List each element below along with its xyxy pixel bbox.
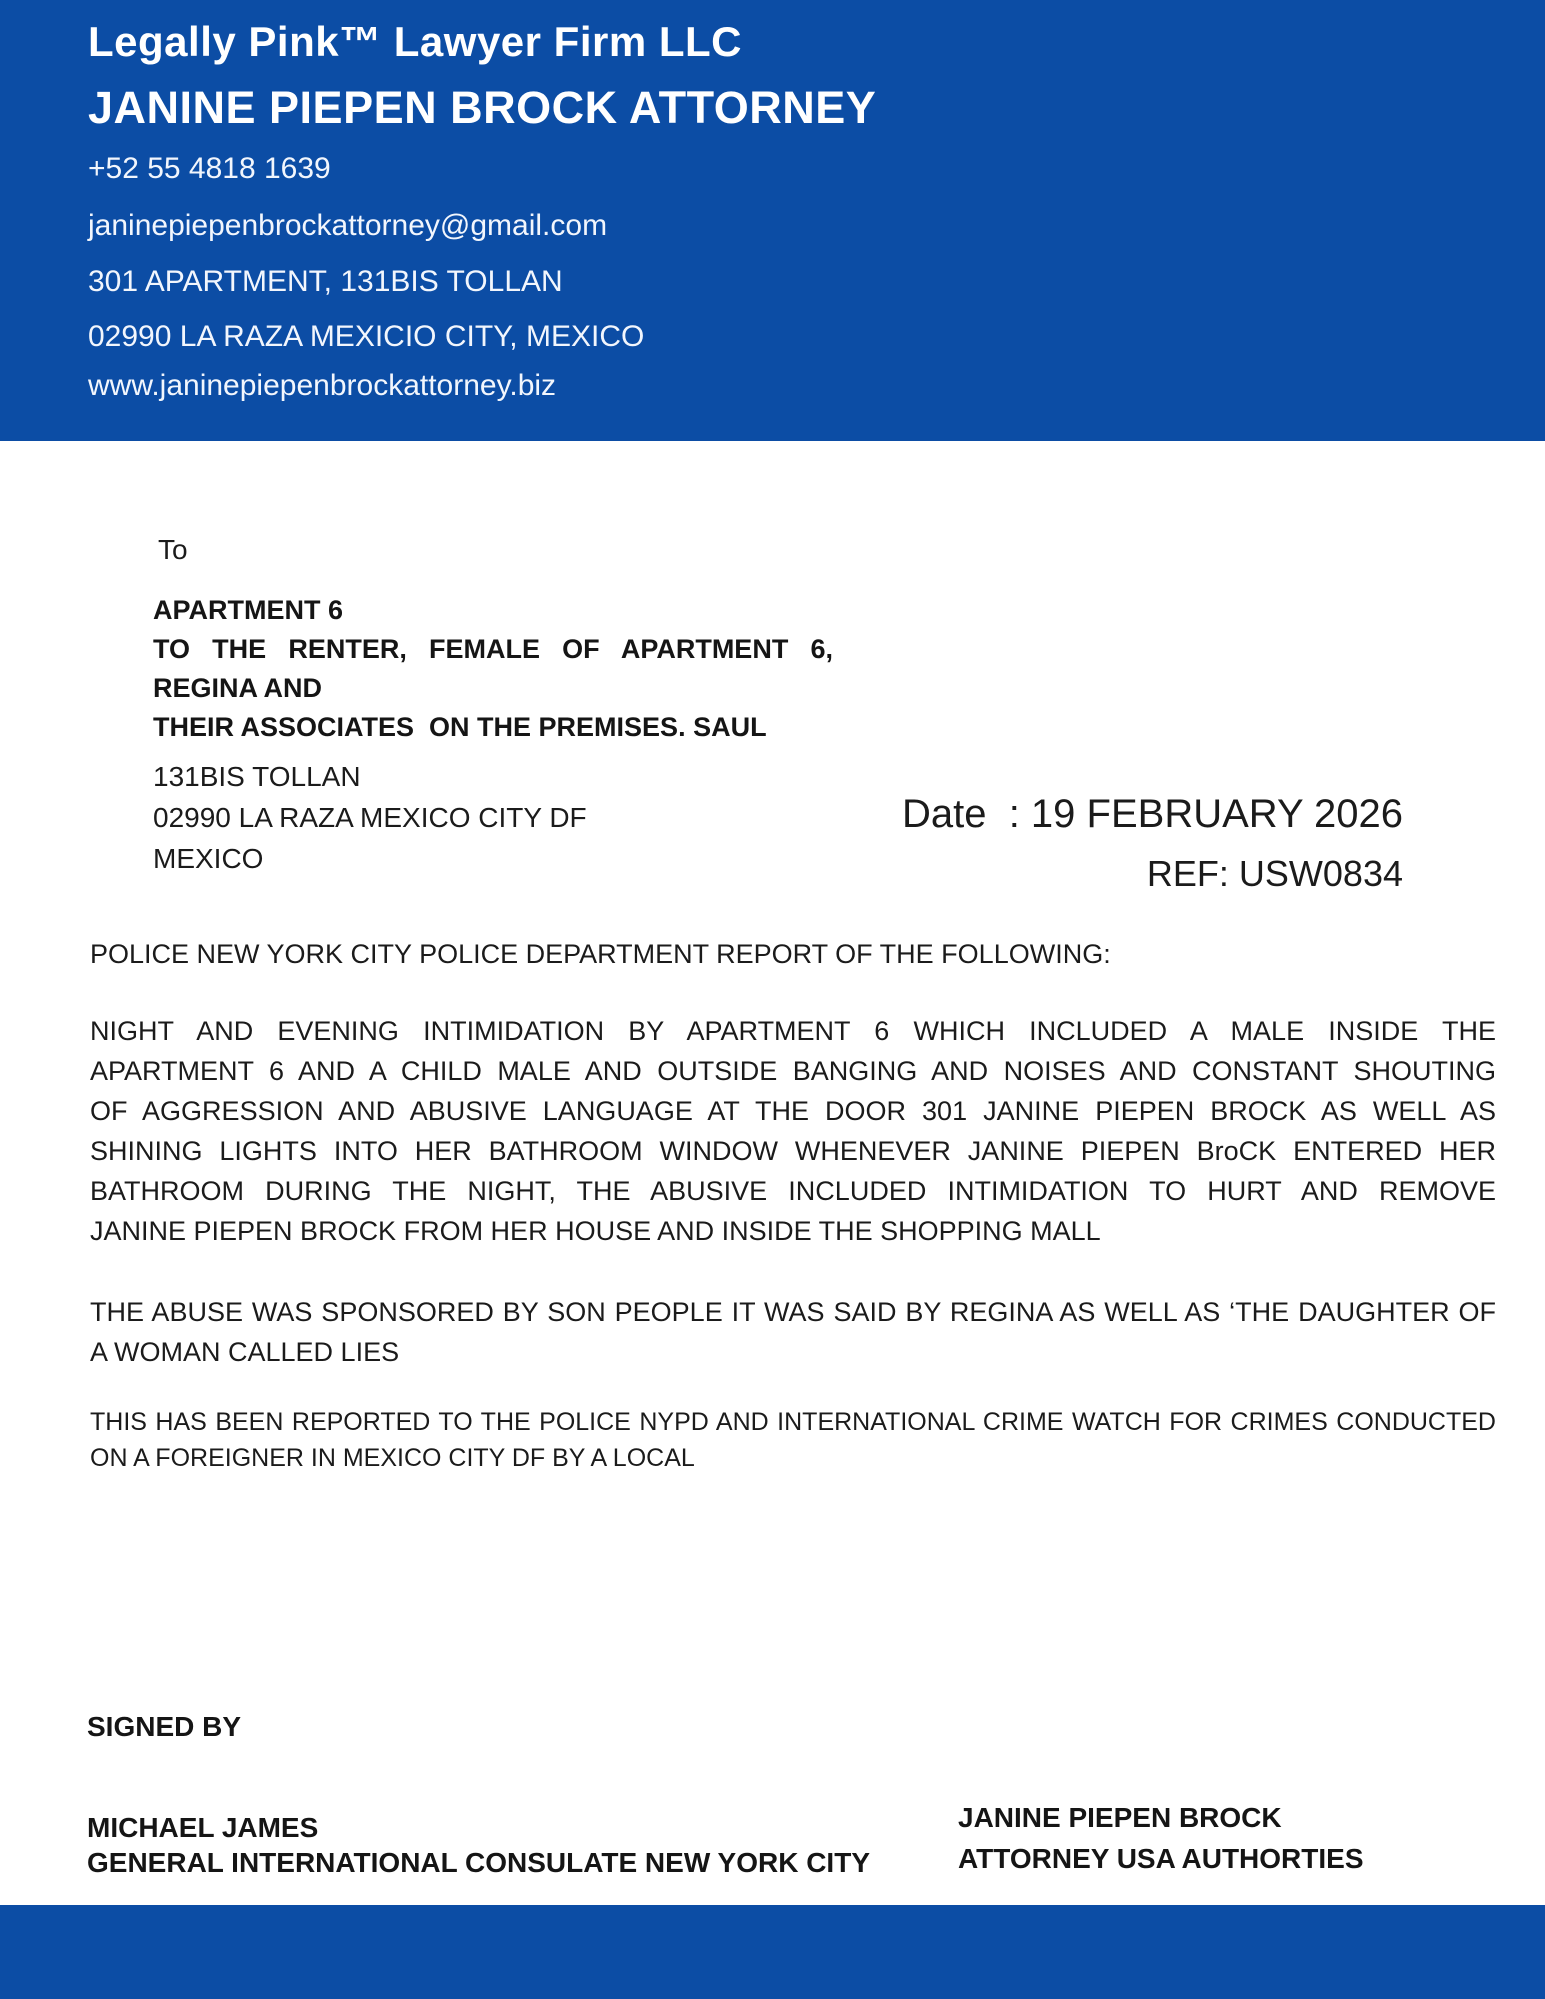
email-address: janinepiepenbrockattorney@gmail.com xyxy=(88,209,608,242)
letterhead xyxy=(0,0,1545,441)
body-paragraph-3 xyxy=(90,1404,1496,1476)
city-address: 02990 LA RAZA MEXICIO CITY, MEXICO xyxy=(88,320,645,353)
recipient-address-block xyxy=(153,756,833,879)
paragraph-line: A WOMAN CALLED LIES xyxy=(90,1337,400,1367)
signer-name-left: MICHAEL JAMES xyxy=(87,1812,319,1843)
reference-number: REF: USW0834 xyxy=(1146,853,1403,894)
body-paragraph-2 xyxy=(90,1292,1496,1372)
signature-right-block xyxy=(958,1797,1458,1879)
report-heading: POLICE NEW YORK CITY POLICE DEPARTMENT REPORT OF THE FOLLOWING: xyxy=(90,939,1111,969)
paragraph-line: OF AGGRESSION AND ABUSIVE LANGUAGE AT THE DOOR 301 JANINE PIEPEN BROCK AS WELL AS xyxy=(90,1096,1496,1126)
paragraph-line: BATHROOM DURING THE NIGHT, THE ABUSIVE INCLUDED INTIMIDATION TO HURT AND REMOVE xyxy=(90,1176,1496,1206)
paragraph-line: SHINING LIGHTS INTO HER BATHROOM WINDOW WHENEVER JANINE PIEPEN BroCK ENTERED HER xyxy=(90,1136,1496,1166)
date-line: Date : 19 FEBRUARY 2026 xyxy=(901,792,1403,836)
recipient-address-line: MEXICO xyxy=(153,843,264,874)
signer-title-left: GENERAL INTERNATIONAL CONSULATE NEW YORK CITY xyxy=(87,1847,870,1878)
addressee-block xyxy=(153,591,833,747)
recipient-address-line: 131BIS TOLLAN xyxy=(153,761,361,792)
signer-title-right: ATTORNEY USA AUTHORTIES xyxy=(958,1843,1364,1874)
firm-name: Legally Pink™ Lawyer Firm LLC xyxy=(88,18,742,65)
recipient-address-line: 02990 LA RAZA MEXICO CITY DF xyxy=(153,802,587,833)
paragraph-line: NIGHT AND EVENING INTIMIDATION BY APARTMENT 6 WHICH INCLUDED A MALE INSIDE THE xyxy=(90,1016,1496,1046)
paragraph-line: THIS HAS BEEN REPORTED TO THE POLICE NYPD AND INTERNATIONAL CRIME WATCH FOR CRIMES CONDUCTED xyxy=(90,1408,1496,1436)
to-label: To xyxy=(158,534,188,565)
website-url: www.janinepiepenbrockattorney.biz xyxy=(88,369,557,402)
street-address: 301 APARTMENT, 131BIS TOLLAN xyxy=(88,265,563,298)
footer-band xyxy=(0,1905,1545,1999)
body-paragraph-1 xyxy=(90,1011,1496,1251)
addressee-line: TO THE RENTER, FEMALE OF APARTMENT 6, xyxy=(153,634,833,664)
paragraph-line: THE ABUSE WAS SPONSORED BY SON PEOPLE IT WAS SAID BY REGINA AS WELL AS ‘THE DAUGHTER OF xyxy=(90,1297,1496,1327)
paragraph-line: JANINE PIEPEN BROCK FROM HER HOUSE AND INSIDE THE SHOPPING MALL xyxy=(90,1216,1101,1246)
addressee-line: APARTMENT 6 xyxy=(153,595,344,625)
signed-by-label: SIGNED BY xyxy=(87,1711,242,1742)
paragraph-line: ON A FOREIGNER IN MEXICO CITY DF BY A LOCAL xyxy=(90,1444,695,1472)
addressee-line: REGINA AND xyxy=(153,673,323,703)
signer-name-right: JANINE PIEPEN BROCK xyxy=(958,1802,1282,1833)
signature-left-block xyxy=(87,1810,947,1880)
attorney-name: JANINE PIEPEN BROCK ATTORNEY xyxy=(88,82,877,133)
phone-number: +52 55 4818 1639 xyxy=(88,152,331,185)
paragraph-line: APARTMENT 6 AND A CHILD MALE AND OUTSIDE BANGING AND NOISES AND CONSTANT SHOUTING xyxy=(90,1056,1496,1086)
addressee-line: THEIR ASSOCIATES ON THE PREMISES. SAUL xyxy=(153,712,767,742)
